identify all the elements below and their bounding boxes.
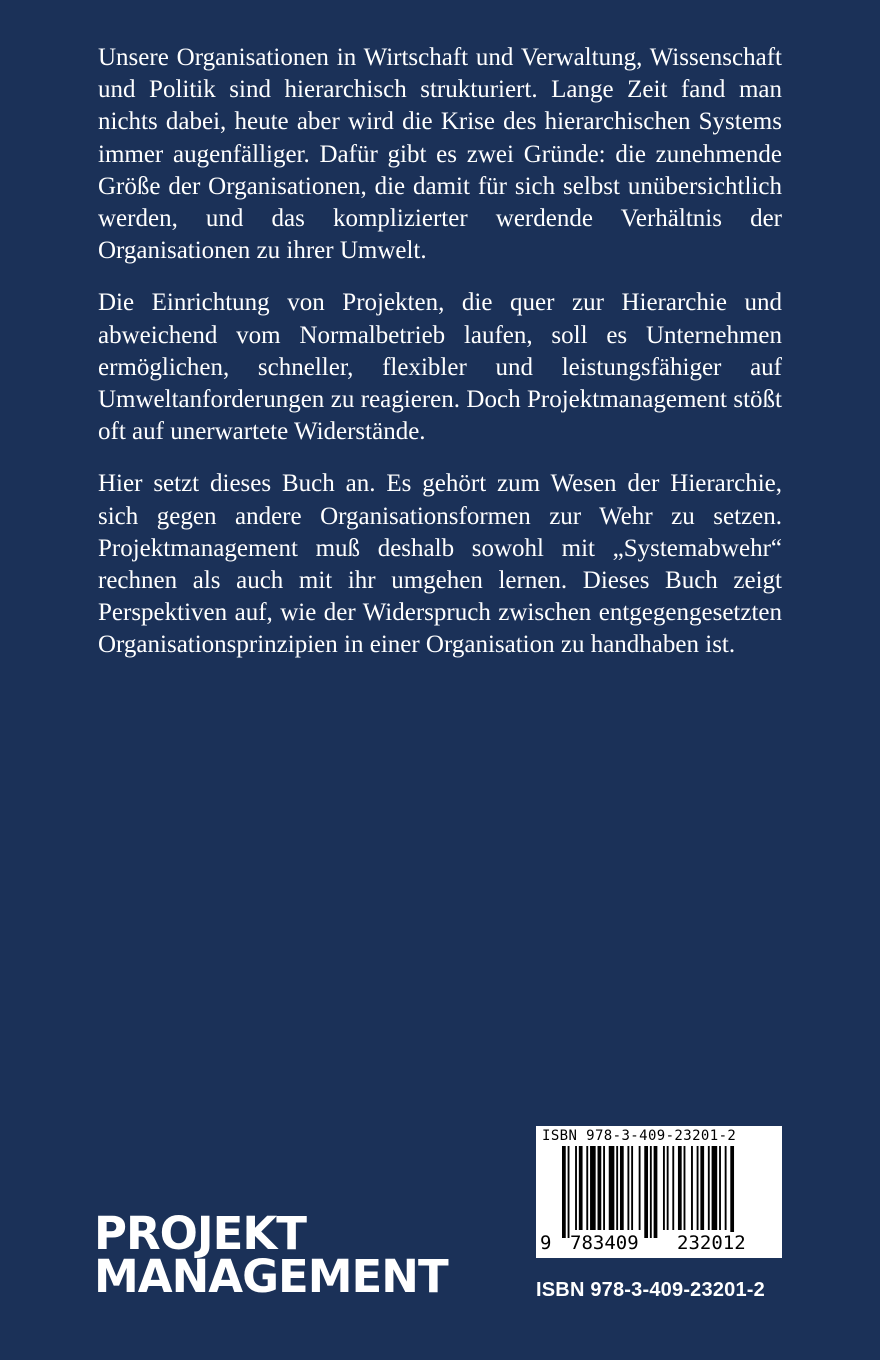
isbn-barcode bbox=[536, 1126, 782, 1258]
barcode-bar bbox=[579, 1146, 583, 1230]
barcode-bar bbox=[586, 1146, 588, 1230]
barcode-bar bbox=[684, 1146, 686, 1230]
barcode-bar bbox=[575, 1146, 577, 1230]
barcode-bar bbox=[708, 1146, 710, 1230]
barcode-bar bbox=[712, 1146, 718, 1230]
barcode-bar bbox=[639, 1146, 641, 1230]
blurb-paragraph-3: Hier setzt dieses Buch an. Es gehört zum Wesen der Hierarchie, sich gegen andere Organisationsformen zur Wehr zu setzen. Projektmanagement muß deshalb sowohl mit „Systemabwehr“ rechnen als auch mit ihr umgehen lernen. Dieses Buch zeigt Perspektiven auf, wie der Widerspruch zwischen entgegengesetzten Organisationsprinzipien in einer Organisation zu handhaben ist. bbox=[98, 470, 782, 659]
barcode-bar bbox=[672, 1146, 674, 1230]
barcode-bar bbox=[609, 1146, 615, 1230]
barcode-digit-group-2: 232012 bbox=[677, 1232, 746, 1254]
barcode-digit-group-1: 783409 bbox=[570, 1232, 639, 1254]
barcode-bar bbox=[697, 1146, 699, 1230]
barcode-bar bbox=[562, 1146, 566, 1238]
barcode-bar bbox=[700, 1146, 704, 1230]
series-title-line-2: MANAGEMENT bbox=[94, 1250, 448, 1303]
barcode-bar bbox=[568, 1146, 570, 1238]
barcode-bar bbox=[719, 1146, 721, 1230]
blurb-paragraph-2: Die Einrichtung von Projekten, die quer zur Hierarchie und abweichend vom Normalbetrieb laufen, soll es Unternehmen ermöglichen, schneller, flexibler und leistungsfähiger auf Umweltanforderungen zu reagieren. Doch Projektmanagement stößt oft auf unerwartete Widerstände. bbox=[98, 289, 782, 446]
barcode-bar bbox=[725, 1146, 727, 1230]
barcode-bar bbox=[631, 1146, 633, 1230]
barcode-digit-first: 9 bbox=[540, 1232, 552, 1254]
barcode-bar bbox=[616, 1146, 618, 1230]
barcode-bar bbox=[654, 1146, 658, 1238]
barcode-bar bbox=[644, 1146, 648, 1238]
barcode-bar bbox=[663, 1146, 665, 1230]
blurb-paragraph-1: Unsere Organisationen in Wirtschaft und Verwaltung, Wissenschaft und Politik sind hierarchisch strukturiert. Lange Zeit fand man nichts dabei, heute aber wird die Krise des hierarchischen Systems immer augenfälliger. Dafür gibt es zwei Gründe: die zunehmende Größe der Organisationen, die damit für sich selbst unübersichtlich werden, und das komplizierter werdende Verhältnis der Organisationen zu ihrer Umwelt. bbox=[98, 44, 782, 265]
barcode-bar bbox=[627, 1146, 629, 1230]
barcode-bars bbox=[536, 1146, 782, 1242]
series-title-line-1: PROJEKT bbox=[94, 1207, 306, 1260]
barcode-bar bbox=[667, 1146, 669, 1230]
barcode-bar bbox=[650, 1146, 652, 1238]
barcode-digits bbox=[536, 1232, 782, 1256]
barcode-isbn-label: ISBN 978-3-409-23201-2 bbox=[542, 1128, 737, 1144]
barcode-bar bbox=[590, 1146, 596, 1230]
blurb-text bbox=[98, 42, 782, 682]
barcode-bar bbox=[620, 1146, 624, 1230]
barcode-bar bbox=[603, 1146, 605, 1230]
barcode-bar bbox=[730, 1146, 734, 1238]
series-title bbox=[94, 1207, 448, 1303]
barcode-bar bbox=[598, 1146, 602, 1230]
isbn-text: ISBN 978-3-409-23201-2 bbox=[536, 1279, 765, 1301]
barcode-bar bbox=[678, 1146, 682, 1230]
barcode-bar bbox=[691, 1146, 693, 1230]
